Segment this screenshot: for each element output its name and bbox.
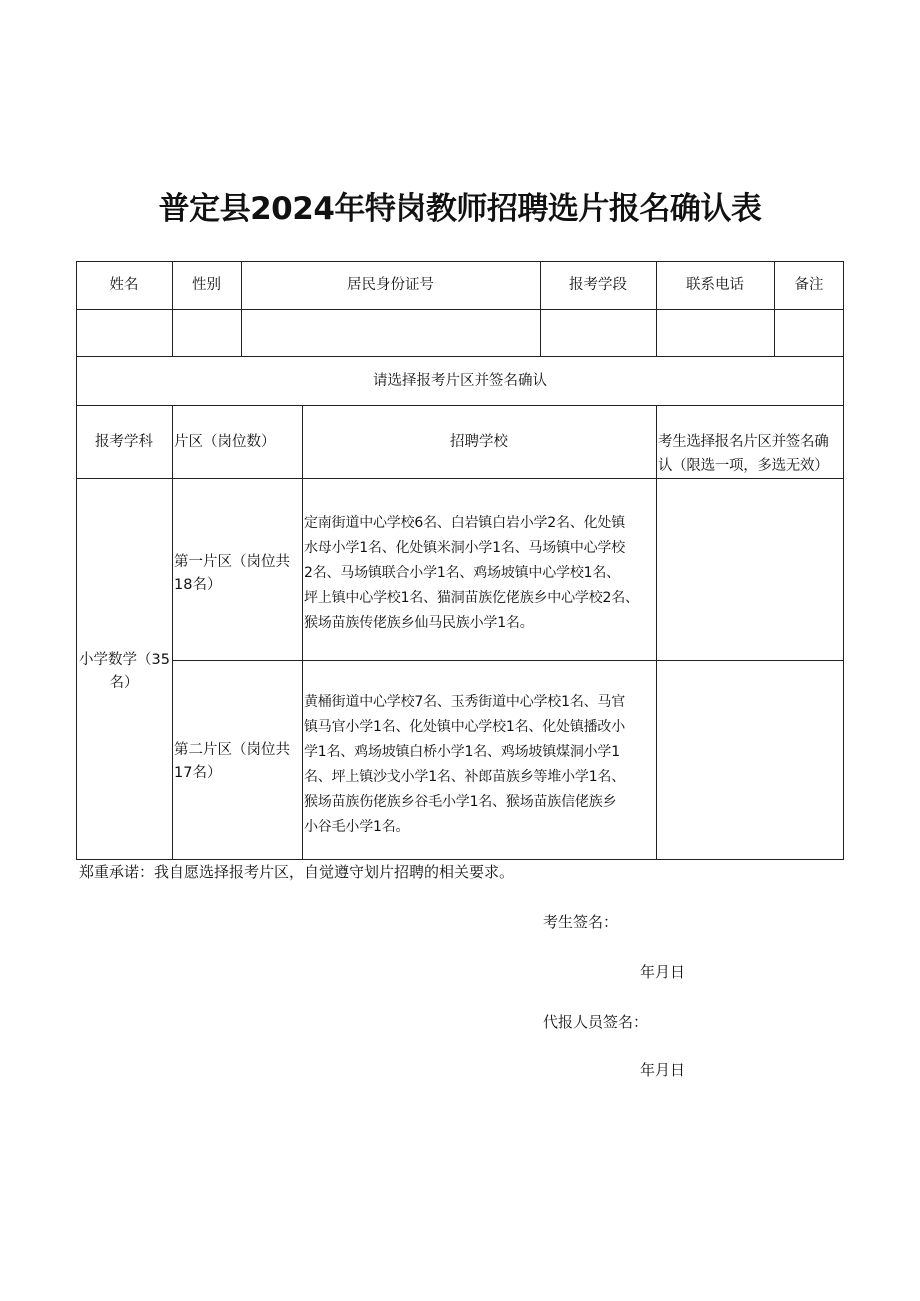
- school-line: 小谷毛小学1名。: [304, 819, 410, 835]
- name-input-cell[interactable]: [77, 310, 172, 356]
- proxy-date: 年月日: [640, 1061, 686, 1079]
- school-line: 猴场苗族传佬族乡仙马民族小学1名。: [304, 615, 534, 631]
- header-phone: 联系电话: [686, 277, 744, 293]
- table-border-top: [76, 261, 844, 262]
- district-2-label-line2: 17名）: [174, 765, 222, 781]
- page-title: 普定县2024年特岗教师招聘选片报名确认表: [158, 191, 762, 227]
- school-line: 镇马官小学1名、化处镇中心学校1名、化处镇播改小: [304, 719, 626, 735]
- phone-input-cell[interactable]: [657, 310, 774, 356]
- district-1-schools: [304, 511, 656, 636]
- header-id-number: 居民身份证号: [347, 277, 434, 293]
- subheader-subject: 报考学科: [95, 434, 153, 450]
- header-gender: 性别: [192, 277, 221, 293]
- header-stage: 报考学段: [569, 277, 627, 293]
- table-divider: [302, 405, 303, 860]
- header-remark: 备注: [794, 277, 824, 293]
- pledge-text: 郑重承诺：我自愿选择报考片区，自觉遵守划片招聘的相关要求。: [79, 863, 515, 881]
- proxy-signature-label: 代报人员签名：: [543, 1013, 649, 1031]
- district-2-signature-cell[interactable]: [657, 661, 843, 859]
- school-line: 定南街道中心学校6名、白岩镇白岩小学2名、化处镇: [304, 515, 626, 531]
- section-title: 请选择报考片区并签名确认: [373, 373, 547, 389]
- district-2-schools: [304, 690, 656, 840]
- school-line: 学1名、鸡场坡镇白桥小学1名、鸡场坡镇煤洞小学1: [304, 744, 620, 760]
- table-border-bottom: [76, 859, 844, 860]
- subject-line1: 小学数学（35: [79, 652, 170, 668]
- subheader-confirm-line1: 考生选择报名片区并签名确: [658, 434, 829, 450]
- school-line: 2名、马场镇联合小学1名、鸡场坡镇中心学校1名、: [304, 565, 620, 581]
- district-1-signature-cell[interactable]: [657, 479, 843, 660]
- header-name: 姓名: [109, 277, 139, 293]
- school-line: 水母小学1名、化处镇米洞小学1名、马场镇中心学校: [304, 540, 626, 556]
- district-1-label-line2: 18名）: [174, 577, 222, 593]
- id-number-input-cell[interactable]: [242, 310, 540, 356]
- subheader-district: 片区（岗位数）: [174, 434, 276, 450]
- stage-input-cell[interactable]: [541, 310, 656, 356]
- subheader-confirm-line2: 认（限选一项，多选无效）: [658, 458, 829, 474]
- table-divider: [76, 356, 844, 357]
- remark-input-cell[interactable]: [775, 310, 843, 356]
- school-line: 黄桶街道中心学校7名、玉秀街道中心学校1名、马官: [304, 694, 626, 710]
- school-line: 名、坪上镇沙戈小学1名、补郎苗族乡等堆小学1名、: [304, 769, 626, 785]
- subheader-schools: 招聘学校: [450, 434, 508, 450]
- table-divider: [76, 405, 844, 406]
- subject-line2: 名）: [109, 675, 139, 691]
- district-2-label-line1: 第二片区（岗位共: [174, 742, 290, 758]
- candidate-date: 年月日: [640, 963, 686, 981]
- candidate-signature-label: 考生签名：: [543, 913, 619, 931]
- district-1-label-line1: 第一片区（岗位共: [174, 554, 290, 570]
- table-border-right: [843, 261, 844, 860]
- table-divider: [172, 405, 173, 860]
- gender-input-cell[interactable]: [173, 310, 241, 356]
- school-line: 猴场苗族伤佬族乡谷毛小学1名、猴场苗族信佬族乡: [304, 794, 617, 810]
- school-line: 坪上镇中心学校1名、猫洞苗族仡佬族乡中心学校2名、: [304, 590, 639, 606]
